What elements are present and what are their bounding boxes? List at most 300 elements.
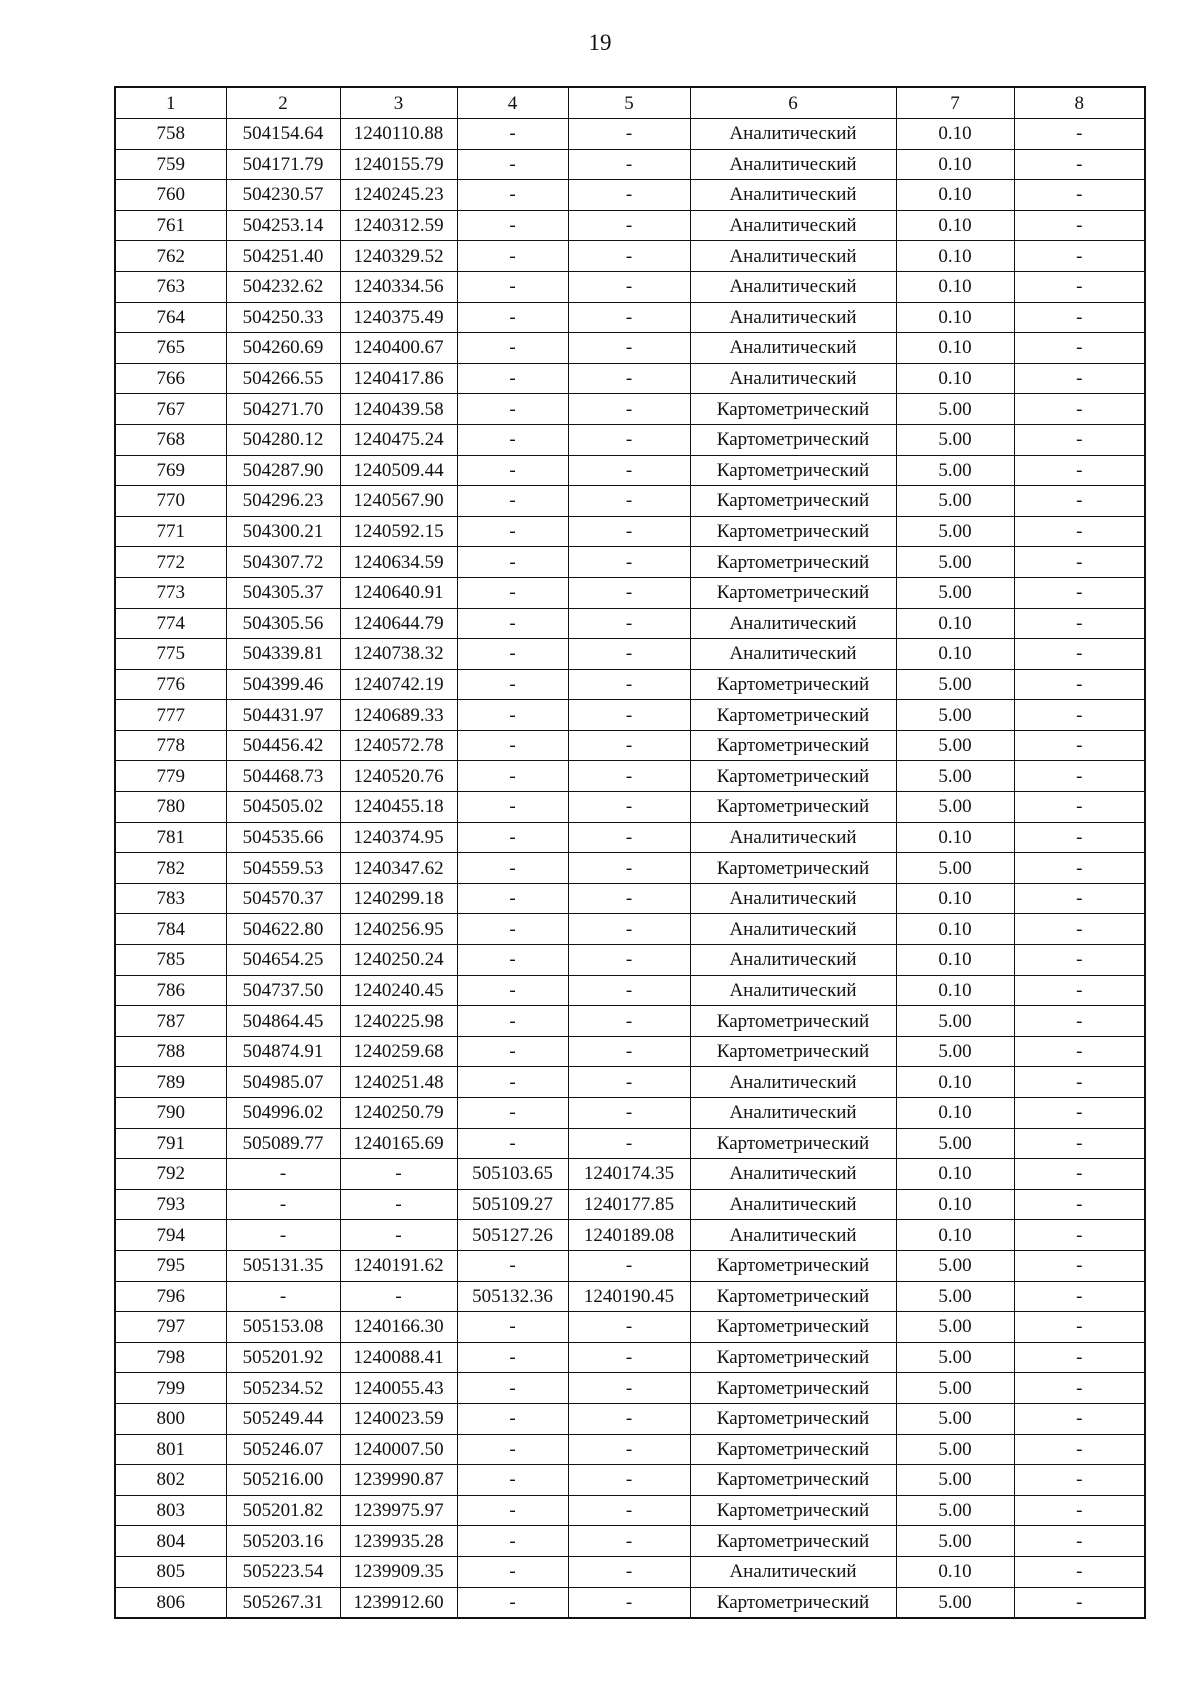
table-cell: -	[568, 271, 690, 302]
table-cell: Аналитический	[690, 333, 896, 364]
table-cell: -	[226, 1281, 340, 1312]
table-cell: -	[1014, 1128, 1145, 1159]
table-cell: Аналитический	[690, 1220, 896, 1251]
table-cell: 0.10	[896, 302, 1014, 333]
table-cell: -	[1014, 394, 1145, 425]
table-cell: 5.00	[896, 577, 1014, 608]
table-cell: -	[1014, 180, 1145, 211]
table-cell: Аналитический	[690, 883, 896, 914]
table-cell: -	[568, 577, 690, 608]
table-cell: 1240007.50	[340, 1434, 457, 1465]
table-cell: -	[1014, 1312, 1145, 1343]
table-cell: Аналитический	[690, 271, 896, 302]
table-cell: -	[568, 1434, 690, 1465]
table-row	[115, 822, 1145, 853]
table-cell: -	[457, 516, 568, 547]
table-cell: 1240250.24	[340, 945, 457, 976]
table-cell: -	[457, 792, 568, 823]
table-cell: 504253.14	[226, 210, 340, 241]
column-header: 2	[226, 87, 340, 119]
table-cell: Картометрический	[690, 1281, 896, 1312]
table-cell: 0.10	[896, 914, 1014, 945]
table-cell: -	[568, 516, 690, 547]
table-cell: 797	[115, 1312, 226, 1343]
table-cell: 777	[115, 700, 226, 731]
table-row	[115, 639, 1145, 670]
table-row	[115, 394, 1145, 425]
table-row	[115, 149, 1145, 180]
table-cell: -	[457, 945, 568, 976]
table-cell: 1240400.67	[340, 333, 457, 364]
table-cell: -	[457, 1526, 568, 1557]
table-cell: -	[1014, 1281, 1145, 1312]
table-cell: 1240165.69	[340, 1128, 457, 1159]
table-cell: -	[568, 883, 690, 914]
table-cell: -	[457, 149, 568, 180]
table-row	[115, 516, 1145, 547]
table-cell: 0.10	[896, 271, 1014, 302]
table-cell: 0.10	[896, 241, 1014, 272]
table-row	[115, 1098, 1145, 1129]
table-cell: -	[457, 180, 568, 211]
table-row	[115, 1526, 1145, 1557]
table-cell: 5.00	[896, 1434, 1014, 1465]
table-cell: -	[568, 424, 690, 455]
table-cell: -	[1014, 669, 1145, 700]
table-cell: Аналитический	[690, 1159, 896, 1190]
table-cell: -	[568, 608, 690, 639]
table-cell: 1240738.32	[340, 639, 457, 670]
table-cell: -	[568, 455, 690, 486]
table-cell: 0.10	[896, 1098, 1014, 1129]
table-cell: 1240375.49	[340, 302, 457, 333]
table-cell: 1240634.59	[340, 547, 457, 578]
table-cell: -	[568, 1098, 690, 1129]
table-cell: 5.00	[896, 1312, 1014, 1343]
table-cell: -	[457, 822, 568, 853]
table-cell: 1240023.59	[340, 1403, 457, 1434]
table-cell: 5.00	[896, 761, 1014, 792]
table-cell: 1240509.44	[340, 455, 457, 486]
table-cell: -	[457, 700, 568, 731]
table-cell: 759	[115, 149, 226, 180]
table-cell: 1240374.95	[340, 822, 457, 853]
table-cell: 505267.31	[226, 1587, 340, 1618]
table-cell: 798	[115, 1342, 226, 1373]
table-cell: -	[1014, 516, 1145, 547]
table-row	[115, 1128, 1145, 1159]
table-cell: 1240110.88	[340, 119, 457, 150]
table-cell: 761	[115, 210, 226, 241]
table-cell: -	[568, 1526, 690, 1557]
table-cell: 0.10	[896, 822, 1014, 853]
table-cell: -	[1014, 1434, 1145, 1465]
table-cell: 504864.45	[226, 1006, 340, 1037]
table-cell: Аналитический	[690, 210, 896, 241]
table-cell: -	[457, 302, 568, 333]
table-cell: Картометрический	[690, 1403, 896, 1434]
table-cell: 505246.07	[226, 1434, 340, 1465]
table-row	[115, 608, 1145, 639]
table-cell: -	[457, 1373, 568, 1404]
table-cell: -	[457, 975, 568, 1006]
table-cell: -	[568, 761, 690, 792]
table-cell: 793	[115, 1189, 226, 1220]
table-cell: 788	[115, 1036, 226, 1067]
table-cell: -	[1014, 975, 1145, 1006]
table-cell: Аналитический	[690, 241, 896, 272]
table-cell: -	[457, 1556, 568, 1587]
table-cell: -	[1014, 486, 1145, 517]
table-cell: 1240475.24	[340, 424, 457, 455]
table-cell: -	[457, 577, 568, 608]
table-cell: -	[457, 1006, 568, 1037]
table-cell: 0.10	[896, 945, 1014, 976]
table-cell: -	[226, 1189, 340, 1220]
table-cell: Картометрический	[690, 1373, 896, 1404]
table-row	[115, 761, 1145, 792]
table-cell: -	[1014, 1006, 1145, 1037]
table-cell: -	[1014, 608, 1145, 639]
table-cell: 504230.57	[226, 180, 340, 211]
table-cell: -	[568, 792, 690, 823]
table-cell: 5.00	[896, 730, 1014, 761]
table-cell: 1239975.97	[340, 1495, 457, 1526]
table-cell: -	[1014, 853, 1145, 884]
table-cell: -	[457, 1250, 568, 1281]
table-cell: -	[1014, 149, 1145, 180]
table-cell: 504622.80	[226, 914, 340, 945]
table-row	[115, 333, 1145, 364]
table-cell: -	[568, 1403, 690, 1434]
table-cell: -	[457, 241, 568, 272]
table-cell: 505089.77	[226, 1128, 340, 1159]
table-cell: -	[1014, 424, 1145, 455]
table-cell: -	[568, 180, 690, 211]
table-cell: 806	[115, 1587, 226, 1618]
table-cell: -	[457, 547, 568, 578]
table-row	[115, 883, 1145, 914]
table-cell: 0.10	[896, 180, 1014, 211]
table-cell: 760	[115, 180, 226, 211]
table-cell: 1240567.90	[340, 486, 457, 517]
table-cell: 1240189.08	[568, 1220, 690, 1251]
table-cell: 1240245.23	[340, 180, 457, 211]
table-cell: 803	[115, 1495, 226, 1526]
column-header: 3	[340, 87, 457, 119]
table-cell: 791	[115, 1128, 226, 1159]
table-cell: 775	[115, 639, 226, 670]
table-cell: 505153.08	[226, 1312, 340, 1343]
table-row	[115, 1159, 1145, 1190]
table-cell: -	[457, 1312, 568, 1343]
table-cell: 1240155.79	[340, 149, 457, 180]
table-cell: 1240191.62	[340, 1250, 457, 1281]
table-row	[115, 210, 1145, 241]
table-row	[115, 180, 1145, 211]
table-cell: -	[457, 853, 568, 884]
table-cell: -	[457, 1403, 568, 1434]
table-cell: -	[568, 1342, 690, 1373]
table-cell: -	[1014, 822, 1145, 853]
table-cell: -	[568, 1556, 690, 1587]
table-cell: Картометрический	[690, 1342, 896, 1373]
table-row	[115, 1403, 1145, 1434]
table-cell: -	[568, 1036, 690, 1067]
table-row	[115, 669, 1145, 700]
table-cell: 504874.91	[226, 1036, 340, 1067]
table-row	[115, 1342, 1145, 1373]
table-row	[115, 271, 1145, 302]
table-cell: 1240250.79	[340, 1098, 457, 1129]
table-row	[115, 1495, 1145, 1526]
table-cell: 504654.25	[226, 945, 340, 976]
table-cell: 505103.65	[457, 1159, 568, 1190]
table-row	[115, 945, 1145, 976]
table-cell: Картометрический	[690, 1434, 896, 1465]
table-cell: Картометрический	[690, 1495, 896, 1526]
table-cell: -	[568, 486, 690, 517]
table-cell: 776	[115, 669, 226, 700]
table-cell: 770	[115, 486, 226, 517]
table-cell: 1240177.85	[568, 1189, 690, 1220]
table-cell: 758	[115, 119, 226, 150]
table-cell: 5.00	[896, 1006, 1014, 1037]
table-cell: Картометрический	[690, 486, 896, 517]
table-cell: Картометрический	[690, 761, 896, 792]
table-cell: 772	[115, 547, 226, 578]
table-cell: Аналитический	[690, 149, 896, 180]
table-cell: -	[457, 455, 568, 486]
table-cell: 1240299.18	[340, 883, 457, 914]
table-cell: -	[1014, 577, 1145, 608]
table-cell: 505132.36	[457, 1281, 568, 1312]
table-cell: -	[568, 730, 690, 761]
table-cell: 0.10	[896, 1159, 1014, 1190]
table-cell: 5.00	[896, 394, 1014, 425]
table-cell: 1240455.18	[340, 792, 457, 823]
table-cell: 504154.64	[226, 119, 340, 150]
table-cell: 0.10	[896, 363, 1014, 394]
table-cell: -	[457, 424, 568, 455]
table-row	[115, 700, 1145, 731]
table-cell: Аналитический	[690, 822, 896, 853]
table-cell: -	[1014, 119, 1145, 150]
table-cell: -	[1014, 1526, 1145, 1557]
table-cell: 804	[115, 1526, 226, 1557]
table-cell: Аналитический	[690, 1556, 896, 1587]
table-cell: Картометрический	[690, 669, 896, 700]
table-cell: -	[457, 210, 568, 241]
table-cell: 504559.53	[226, 853, 340, 884]
table-cell: 5.00	[896, 547, 1014, 578]
table-cell: Аналитический	[690, 1067, 896, 1098]
table-cell: 1240174.35	[568, 1159, 690, 1190]
table-cell: 794	[115, 1220, 226, 1251]
table-cell: 763	[115, 271, 226, 302]
table-cell: 1240190.45	[568, 1281, 690, 1312]
header-row	[115, 87, 1145, 119]
table-cell: 5.00	[896, 669, 1014, 700]
table-cell: 1240572.78	[340, 730, 457, 761]
table-row	[115, 1465, 1145, 1496]
table-cell: 764	[115, 302, 226, 333]
table-cell: Картометрический	[690, 424, 896, 455]
table-cell: 505131.35	[226, 1250, 340, 1281]
table-cell: -	[1014, 761, 1145, 792]
column-header: 5	[568, 87, 690, 119]
table-cell: 504251.40	[226, 241, 340, 272]
table-cell: Картометрический	[690, 1526, 896, 1557]
table-cell: 769	[115, 455, 226, 486]
table-cell: -	[1014, 1587, 1145, 1618]
table-cell: 792	[115, 1159, 226, 1190]
table-cell: 787	[115, 1006, 226, 1037]
table-cell: 1240644.79	[340, 608, 457, 639]
table-cell: Картометрический	[690, 455, 896, 486]
table-cell: -	[1014, 1403, 1145, 1434]
table-cell: 504287.90	[226, 455, 340, 486]
table-cell: Аналитический	[690, 975, 896, 1006]
table-cell: 1240055.43	[340, 1373, 457, 1404]
table-cell: 1240225.98	[340, 1006, 457, 1037]
table-cell: -	[568, 1067, 690, 1098]
table-cell: 1240439.58	[340, 394, 457, 425]
table-cell: 0.10	[896, 883, 1014, 914]
table-cell: -	[457, 271, 568, 302]
table-cell: 504456.42	[226, 730, 340, 761]
table-cell: -	[1014, 1098, 1145, 1129]
table-cell: -	[340, 1159, 457, 1190]
table-cell: 504305.37	[226, 577, 340, 608]
table-cell: 801	[115, 1434, 226, 1465]
table-cell: 1240256.95	[340, 914, 457, 945]
table-cell: 773	[115, 577, 226, 608]
table-cell: 5.00	[896, 1036, 1014, 1067]
table-cell: -	[457, 1098, 568, 1129]
table-cell: 1240312.59	[340, 210, 457, 241]
table-cell: 5.00	[896, 1373, 1014, 1404]
table-cell: -	[340, 1220, 457, 1251]
table-cell: -	[457, 730, 568, 761]
table-cell: Картометрический	[690, 1312, 896, 1343]
table-cell: 504300.21	[226, 516, 340, 547]
table-cell: -	[457, 1342, 568, 1373]
table-cell: 0.10	[896, 119, 1014, 150]
table-cell: Картометрический	[690, 1006, 896, 1037]
table-cell: 1239909.35	[340, 1556, 457, 1587]
table-cell: -	[1014, 547, 1145, 578]
table-cell: -	[457, 761, 568, 792]
table-cell: 1239990.87	[340, 1465, 457, 1496]
table-cell: 1240742.19	[340, 669, 457, 700]
table-cell: 5.00	[896, 486, 1014, 517]
table-cell: 786	[115, 975, 226, 1006]
table-cell: 5.00	[896, 1526, 1014, 1557]
table-cell: -	[1014, 1465, 1145, 1496]
table-cell: 505127.26	[457, 1220, 568, 1251]
table-cell: -	[568, 363, 690, 394]
table-cell: 762	[115, 241, 226, 272]
table-cell: -	[568, 210, 690, 241]
table-row	[115, 1067, 1145, 1098]
table-cell: 504280.12	[226, 424, 340, 455]
table-cell: -	[226, 1220, 340, 1251]
table-cell: 781	[115, 822, 226, 853]
table-cell: Аналитический	[690, 363, 896, 394]
page-number: 19	[588, 30, 612, 55]
table-cell: -	[1014, 1220, 1145, 1251]
table-cell: Картометрический	[690, 1587, 896, 1618]
table-cell: -	[1014, 1373, 1145, 1404]
table-cell: -	[1014, 914, 1145, 945]
table-cell: 1240592.15	[340, 516, 457, 547]
table-row	[115, 853, 1145, 884]
table-cell: 504305.56	[226, 608, 340, 639]
table-cell: Аналитический	[690, 639, 896, 670]
table-cell: -	[568, 853, 690, 884]
table-cell: -	[1014, 1556, 1145, 1587]
table-cell: 0.10	[896, 333, 1014, 364]
table-cell: 780	[115, 792, 226, 823]
table-cell: -	[568, 149, 690, 180]
table-cell: 796	[115, 1281, 226, 1312]
table-cell: 0.10	[896, 1067, 1014, 1098]
table-cell: 5.00	[896, 1495, 1014, 1526]
table-cell: -	[457, 1495, 568, 1526]
table-cell: Аналитический	[690, 608, 896, 639]
table-cell: -	[568, 119, 690, 150]
table-cell: -	[457, 1465, 568, 1496]
table-cell: 1240640.91	[340, 577, 457, 608]
table-cell: 504737.50	[226, 975, 340, 1006]
table-cell: -	[1014, 271, 1145, 302]
table-row	[115, 1556, 1145, 1587]
table-cell: 1240334.56	[340, 271, 457, 302]
table-cell: -	[1014, 639, 1145, 670]
table-cell: 767	[115, 394, 226, 425]
table-cell: 504535.66	[226, 822, 340, 853]
table-cell: 504505.02	[226, 792, 340, 823]
table-cell: -	[1014, 1250, 1145, 1281]
table-cell: 5.00	[896, 1587, 1014, 1618]
table-cell: -	[457, 1036, 568, 1067]
table-cell: 505109.27	[457, 1189, 568, 1220]
table-cell: 779	[115, 761, 226, 792]
table-cell: -	[1014, 1189, 1145, 1220]
table-cell: 504985.07	[226, 1067, 340, 1098]
table-row	[115, 241, 1145, 272]
table-cell: 505201.82	[226, 1495, 340, 1526]
table-cell: -	[1014, 730, 1145, 761]
table-cell: 504307.72	[226, 547, 340, 578]
table-cell: -	[457, 608, 568, 639]
table-cell: -	[568, 394, 690, 425]
table-cell: 5.00	[896, 853, 1014, 884]
coordinates-table	[114, 86, 1146, 1619]
table-cell: 504399.46	[226, 669, 340, 700]
table-cell: 1240088.41	[340, 1342, 457, 1373]
table-row	[115, 119, 1145, 150]
table-cell: -	[568, 1373, 690, 1404]
table-row	[115, 1587, 1145, 1618]
table-row	[115, 302, 1145, 333]
table-cell: 504260.69	[226, 333, 340, 364]
table-cell: 765	[115, 333, 226, 364]
table-cell: 790	[115, 1098, 226, 1129]
table-cell: Картометрический	[690, 730, 896, 761]
table-cell: 0.10	[896, 149, 1014, 180]
